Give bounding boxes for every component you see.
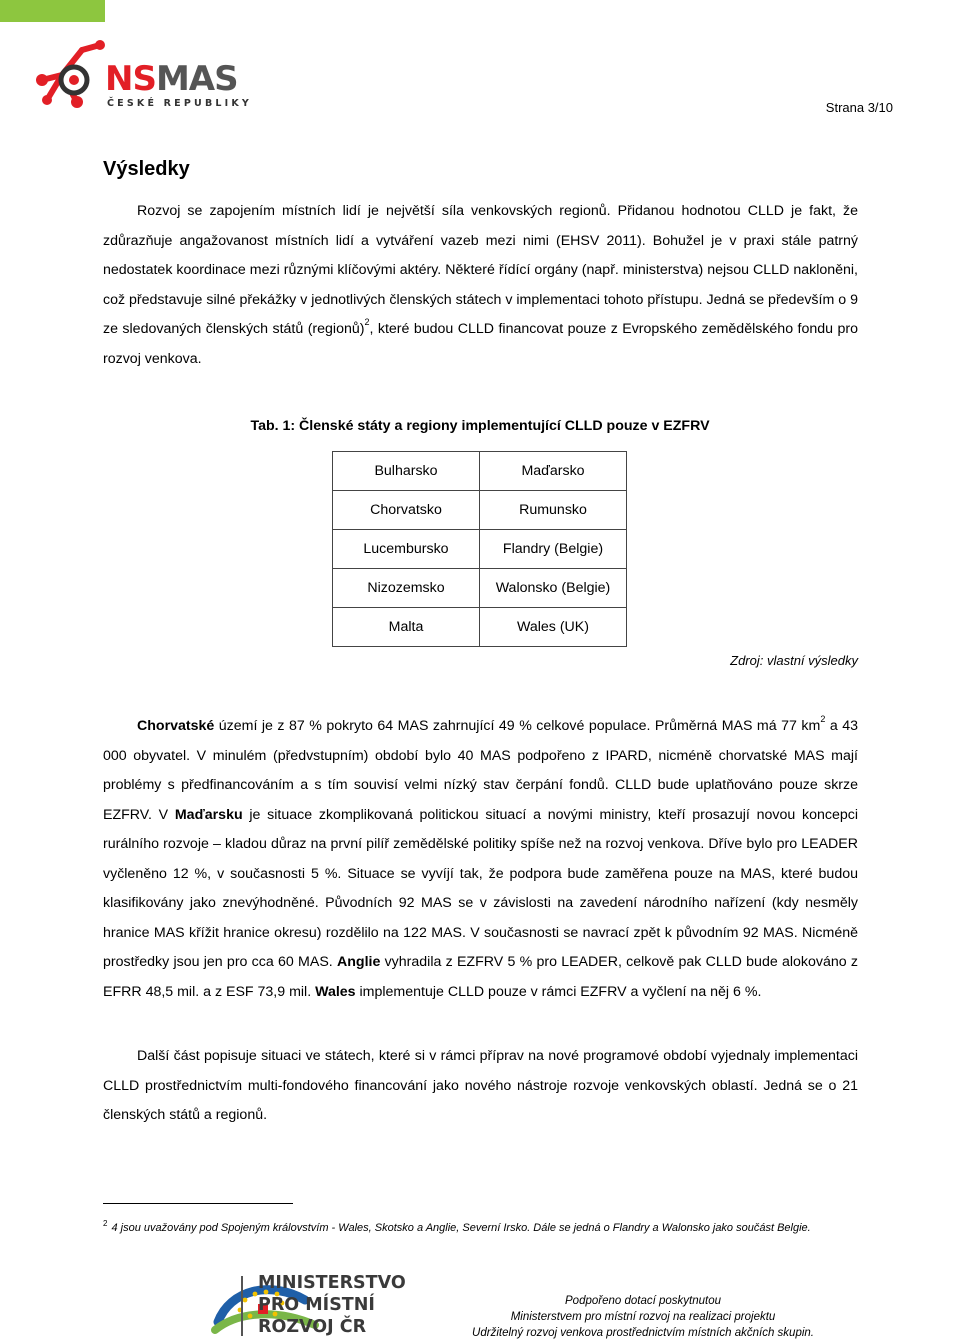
paragraph-countries	[103, 712, 858, 1007]
table-cell: Maďarsko	[480, 452, 627, 491]
ministry-line: PRO MÍSTNÍ	[258, 1295, 375, 1315]
support-line: Udržitelný rozvoj venkova prostřednictvím místních akčních skupin.	[472, 1327, 814, 1339]
footnote-text: 4 jsou uvažovány pod Spojeným královstvím - Wales, Skotsko a Anglie, Severní Irsko. Dále se jedná o Flandry a Walonsko jako součást Belgie.	[111, 1222, 811, 1234]
member-states-table	[332, 451, 627, 647]
table-row	[333, 491, 627, 530]
logo-subtitle: ČESKÉ REPUBLIKY	[107, 98, 253, 109]
footnote-divider	[103, 1203, 293, 1204]
table-row	[333, 608, 627, 647]
table-cell: Flandry (Belgie)	[480, 530, 627, 569]
intro-text: Rozvoj se zapojením místních lidí je největší síla venkovských regionů. Přidanou hodnotou CLLD je fakt, že zdůrazňuje angažovanost místních lidí a vytváření vazeb mezi nimi (EHSV 2011). Bohužel je v praxi stále patrný nedostatek koordinace mezi různými klíčovými aktéry. Některé řídící orgány (např. ministerstva) nejsou CLLD nakloněni, což představuje silné překážky v jednotlivých členských státech v implementaci tohoto přístupu. Jedná se především o 9 ze sledovaných členských států (regionů)	[103, 203, 858, 337]
support-note	[472, 1293, 814, 1341]
footnote-mark: 2	[103, 1219, 108, 1228]
table-source: Zdroj: vlastní výsledky	[730, 653, 858, 668]
page-number: Strana 3/10	[825, 100, 893, 115]
table-cell: Malta	[333, 608, 480, 647]
footnote	[103, 1219, 811, 1234]
corner-tab	[0, 0, 105, 22]
text-run: je situace zkomplikovaná politickou situací a novými ministry, kteří prosazují novou koncepci rurálního rozvoje – kladou důraz na první pilíř zemědělské politiky spíše než na rozvoj venkova. Dříve bylo pro LEADER vyčleněno 12 %, v současnosti 5 %. Situace se vyvíjí tak, že podpora bude zaměřena pouze na MAS, které budou klasifikovány jako znevýhodněné. Původních 92 MAS se v závislosti na zavedení národního nařízení (kdy nesměly hranice MAS křížit hranice okresu) rozdělilo na 122 MAS. V současnosti se navrací zpět k původním 92 MAS. Nicméně prostředky jsou jen pro cca 60 MAS.	[103, 806, 859, 970]
support-line: Ministerstvem pro místní rozvoj na realizaci projektu	[510, 1311, 776, 1323]
ministry-divider	[241, 1276, 243, 1336]
footnote-ref[interactable]: 2	[364, 317, 370, 328]
support-line: Podpořeno dotací poskytnutou	[565, 1295, 722, 1307]
table-cell: Lucembursko	[333, 530, 480, 569]
table-cell: Bulharsko	[333, 452, 480, 491]
ministry-line: ROZVOJ ČR	[258, 1317, 367, 1337]
table-cell: Nizozemsko	[333, 569, 480, 608]
table-row	[333, 452, 627, 491]
table-cell: Chorvatsko	[333, 491, 480, 530]
closing-text: Další část popisuje situaci ve státech, které si v rámci příprav na nové programové období vyjednaly implementaci CLLD prostřednictvím multi-fondového financování jako nového nástroje rozvoje venkovských oblastí. Jedná se o 21 členských států a regionů.	[103, 1048, 858, 1123]
superscript: 2	[820, 714, 826, 725]
country-hungary: Maďarsku	[174, 806, 243, 823]
ministry-name	[258, 1272, 406, 1338]
text-run: území je z 87 % pokryto 64 MAS zahrnující 49 % celkové populace. Průměrná MAS má 77 km	[214, 718, 821, 734]
country-croatia: Chorvatské	[137, 718, 215, 734]
logo-wordmark: NSMAS	[105, 59, 238, 99]
ministry-line: MINISTERSTVO	[258, 1273, 406, 1293]
table-cell: Walonsko (Belgie)	[480, 569, 627, 608]
intro-text-end: , které budou CLLD financovat pouze z Evropského zemědělského fondu pro rozvoj venkova.	[103, 321, 858, 367]
text-run: vyhradila z EZFRV 5 % pro LEADER, celkově pak CLLD bude alokováno z EFRR 48,5 mil. a z ESF 73,9 mil.	[103, 954, 858, 1000]
text-run: a 43 000 obyvatel. V minulém (předvstupním) období bylo 40 MAS podpořeno z IPARD, nicméně chorvatské MAS mají problémy s předfinancováním a s tím souvisí velmi nízký stav čerpání fondů. CLLD bude uplatňováno pouze skrze EZFRV. V	[103, 718, 858, 823]
country-wales: Wales	[315, 983, 356, 1000]
paragraph-closing	[103, 1042, 858, 1131]
table-caption: Tab. 1: Členské státy a regiony implementující CLLD pouze v EZFRV	[250, 418, 710, 434]
paragraph-intro	[103, 197, 858, 374]
country-england: Anglie	[336, 954, 381, 970]
table-cell: Rumunsko	[480, 491, 627, 530]
table-row	[333, 569, 627, 608]
text-run: implementuje CLLD pouze v rámci EZFRV a vyčlení na něj 6 %.	[355, 983, 762, 1000]
table-cell: Wales (UK)	[480, 608, 627, 647]
table-row	[333, 530, 627, 569]
section-title: Výsledky	[103, 158, 190, 180]
